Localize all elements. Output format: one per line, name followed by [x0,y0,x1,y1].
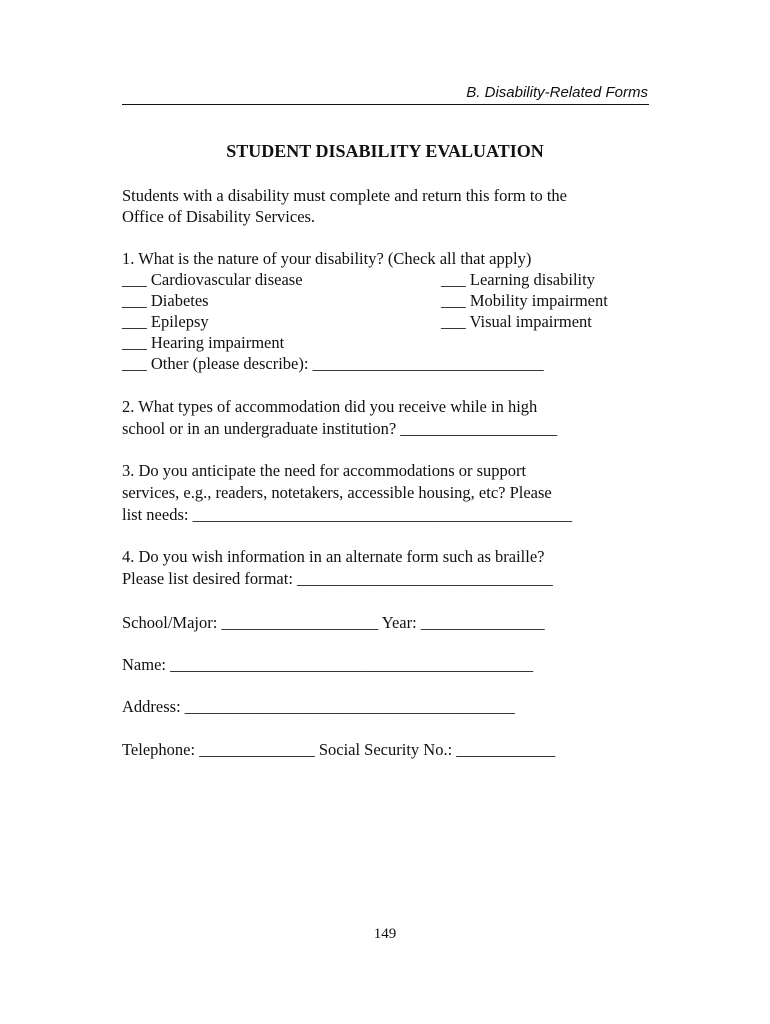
intro-line-1: Students with a disability must complete and return this form to the [122,186,567,205]
page-number: 149 [373,926,397,942]
header-rule [122,104,649,105]
option-hearing[interactable]: ___ Hearing impairment [122,333,285,352]
intro-line-2: Office of Disability Services. [122,207,316,226]
telephone-ssn-field[interactable]: Telephone: ______________ Social Security No.: ____________ [122,740,556,759]
option-cardiovascular[interactable]: ___ Cardiovascular disease [122,270,303,289]
q4-line-1: 4. Do you wish information in an alternate form such as braille? [122,547,545,566]
option-diabetes[interactable]: ___ Diabetes [122,291,209,310]
q4-line-2[interactable]: Please list desired format: _______________________________ [122,569,553,588]
q2-line-2[interactable]: school or in an undergraduate institution? ___________________ [122,419,558,438]
option-epilepsy[interactable]: ___ Epilepsy [122,312,209,331]
option-mobility[interactable]: ___ Mobility impairment [441,291,608,310]
form-title: STUDENT DISABILITY EVALUATION [226,141,544,161]
option-learning[interactable]: ___ Learning disability [441,270,595,289]
q2-line-1: 2. What types of accommodation did you receive while in high [122,397,538,416]
school-year-field[interactable]: School/Major: ___________________ Year: _______________ [122,613,545,632]
name-field[interactable]: Name: ____________________________________________ [122,655,534,674]
q3-line-3[interactable]: list needs: ______________________________________________ [122,505,573,524]
section-header: B. Disability-Related Forms [466,84,648,101]
q3-line-2: services, e.g., readers, notetakers, accessible housing, etc? Please [122,483,552,502]
address-field[interactable]: Address: ________________________________________ [122,697,515,716]
option-other[interactable]: ___ Other (please describe): ____________________________ [122,354,544,373]
q3-line-1: 3. Do you anticipate the need for accommodations or support [122,461,527,480]
q1-question: 1. What is the nature of your disability? (Check all that apply) [122,249,532,268]
option-visual[interactable]: ___ Visual impairment [441,312,592,331]
